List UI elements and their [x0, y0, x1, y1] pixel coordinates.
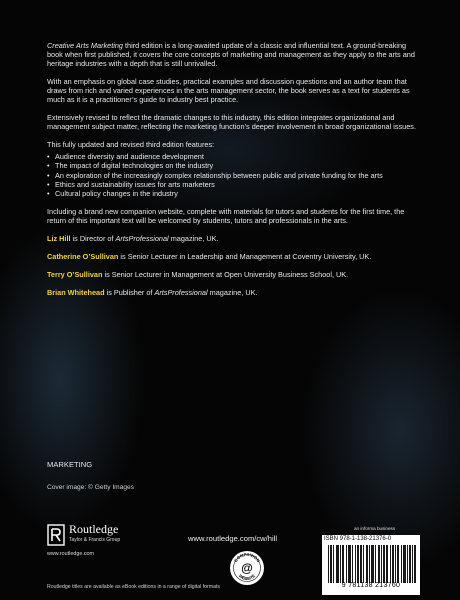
barcode-bar — [398, 545, 399, 583]
author-name: Liz Hill — [47, 233, 71, 243]
barcode-bar — [361, 545, 362, 583]
barcode-bar — [387, 545, 388, 583]
svg-text:WEBSITE: WEBSITE — [237, 573, 257, 582]
barcode-bar — [386, 545, 387, 583]
features-intro: This fully updated and revised third edition features: — [47, 140, 215, 150]
author-bio: Catherine O’Sullivan is Senior Lecturer in Leadership and Management at Coventry University, UK. — [47, 251, 372, 261]
barcode-bar — [357, 545, 358, 583]
author-name: Terry O’Sullivan — [47, 269, 103, 279]
barcode-bar — [410, 545, 411, 583]
barcode-panel — [322, 535, 420, 595]
barcode-bar — [355, 545, 356, 583]
list-item: • Cultural policy changes in the industry — [47, 189, 420, 198]
barcode-bar — [401, 545, 402, 583]
list-item: • Audience diversity and audience development — [47, 152, 420, 161]
barcode-bar — [367, 545, 368, 583]
barcode-bar — [378, 545, 379, 583]
back-cover-text — [47, 41, 420, 306]
barcode-bar — [397, 545, 398, 583]
routledge-logo-icon — [47, 524, 65, 546]
barcode-bar — [369, 545, 370, 583]
author-bio: Liz Hill is Director of ArtsProfessional magazine, UK. — [47, 233, 219, 243]
barcode-bar — [338, 545, 339, 583]
barcode-bar — [415, 545, 416, 583]
ebook-note: Routledge titles are available as eBook editions in a range of digital formats — [47, 584, 221, 590]
barcode-bar — [390, 545, 391, 583]
barcode-digits: 9 781138 213760 — [341, 582, 401, 589]
author-bio: Brian Whitehead is Publisher of ArtsProfessional magazine, UK. — [47, 287, 258, 297]
subject-category: MARKETING — [47, 460, 93, 469]
blurb-paragraph-3: Extensively revised to reflect the dramatic changes to this industry, this edition integrates organizational and management subject matter, reflecting the marketing function’s deeper involvement in broad organizational issues. — [47, 113, 416, 132]
features-list — [47, 152, 420, 197]
barcode-bar — [336, 545, 337, 583]
barcode-bar — [372, 545, 373, 583]
barcode-bar — [384, 545, 385, 583]
publisher-name: Routledge — [69, 522, 119, 536]
barcode-bar — [379, 545, 380, 583]
blurb-paragraph-5: Including a brand new companion website, complete with materials for tutors and students for the first time, the return of this important text will be welcomed by students, tutors and professionals in the arts. — [47, 206, 405, 225]
author-bio: Terry O’Sullivan is Senior Lecturer in Management at Open University Business School, UK. — [47, 269, 349, 279]
barcode-bar — [412, 545, 413, 583]
isbn-number: ISBN 978-1-138-21376-0 — [324, 536, 392, 542]
routledge-logo — [47, 522, 177, 552]
author-name: Brian Whitehead — [47, 287, 105, 297]
barcode-bar — [363, 545, 364, 583]
barcode-bar — [360, 545, 361, 583]
barcode-bar — [404, 545, 405, 583]
blurb-paragraph-1: Creative Arts Marketing third edition is a long-awaited update of a classic and influential text. A ground-breaking book when first published, it covers the core concepts of marketing and management as they apply to the arts and heritage industries with a depth that is still unrivalled. — [47, 41, 415, 69]
barcode-bar — [352, 545, 353, 583]
barcode-bar — [333, 545, 334, 583]
list-item: • Ethics and sustainability issues for arts marketers — [47, 180, 420, 189]
barcode-bar — [373, 545, 374, 583]
barcode-bar — [409, 545, 410, 583]
barcode-bar — [407, 545, 408, 583]
barcode-bar — [346, 545, 347, 583]
companion-website-badge-icon — [229, 550, 265, 586]
cover-image-credit: Cover image: © Getty Images — [47, 484, 134, 491]
svg-text:COMPANION: COMPANION — [233, 551, 261, 563]
barcode-bar — [343, 545, 344, 583]
publisher-url: www.routledge.com — [47, 551, 95, 557]
barcode-bar — [403, 545, 404, 583]
barcode-bar — [328, 545, 329, 583]
barcode-bar — [383, 545, 384, 583]
book-title: Creative Arts Marketing — [47, 41, 123, 50]
barcode-bar — [392, 545, 393, 583]
barcode-image — [328, 545, 416, 583]
barcode-bar — [405, 545, 406, 583]
barcode-bar — [414, 545, 415, 583]
barcode-bar — [393, 545, 394, 583]
isbn-barcode — [322, 527, 420, 595]
barcode-bar — [358, 545, 359, 583]
svg-text:@: @ — [241, 561, 253, 575]
barcode-bar — [348, 545, 349, 583]
barcode-bar — [381, 545, 382, 583]
list-item: • The impact of digital technologies on the industry — [47, 161, 420, 170]
author-name: Catherine O’Sullivan — [47, 251, 119, 261]
barcode-bar — [375, 545, 376, 583]
barcode-bar — [330, 545, 331, 583]
barcode-bar — [342, 545, 343, 583]
barcode-bar — [395, 545, 396, 583]
publisher-tagline: Taylor & Francis Group — [69, 537, 121, 543]
barcode-bar — [331, 545, 332, 583]
barcode-bar — [337, 545, 338, 583]
blurb-paragraph-2: With an emphasis on global case studies, practical examples and discussion questions and an author team that draws from rich and varied experiences in the arts management sector, the book serves as a text for students as much as it is a practitioner’s guide to industry best practice. — [47, 77, 410, 105]
companion-website-url: www.routledge.com/cw/hill — [188, 534, 278, 543]
barcode-bar — [349, 545, 350, 583]
barcode-bar — [371, 545, 372, 583]
list-item: • An exploration of the increasingly complex relationship between public and private funding for the arts — [47, 171, 420, 180]
barcode-bar — [350, 545, 351, 583]
barcode-bar — [366, 545, 367, 583]
barcode-bar — [340, 545, 341, 583]
informa-label: an informa business — [354, 526, 396, 531]
